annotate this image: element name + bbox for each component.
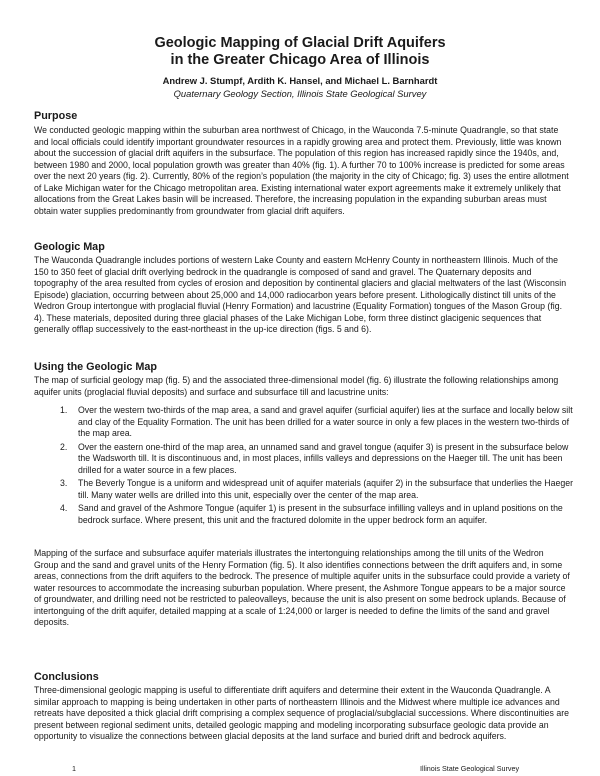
purpose-paragraph: We conducted geologic mapping within the suburban area northwest of Chicago, in the Wauconda 7.5-minute Quadrangle, so that state and local officials could identify important groundwater resources in a rapidly growing area and protect them. Previously, little was known about the succession of glacial drift aquifers in the subsurface. The population of this region has increased rapidly since the 1940s, and, between 1980 and 2000, local population growth was greater than 40% (fig. 1). A further 70 to 100% increase is predicted for some areas over the next 20 years (fig. 2). Currently, 80% of the region’s population (the majority in the city of Chicago; fig. 3) uses the entire allotment of Lake Michigan water for the Chicago metropolitan area. Existing international water export agreements make it extremely unlikely that allocations from the Great Lakes basin will be increased. Therefore, the increasing population in the expanding suburban areas must obtain water supplies predominantly from groundwater from glacial drift aquifers.	[34, 125, 569, 216]
list-item	[34, 503, 574, 526]
using-map-closing-paragraph: Mapping of the surface and subsurface aquifer materials illustrates the intertonguing relationships among the till units of the Wedron Group and the sand and gravel units of the Henry Formation (fig. 5). It also identifies connections between the drift aquifers and, in some areas, connections from the drift aquifers to the bedrock. The presence of multiple aquifer units in the subsurface could provide a variety of water resources to accommodate the increasing suburban population. Where present, the Ashmore Tongue appears to be a major source of groundwater, and drilling need not be restricted to paleovalleys, because the unit is also present on some bedrock uplands. Because of intertonguing of the drift aquifer, detailed mapping at a scale of 1:24,000 or larger is needed to define the limits of the sand and gravel deposits.	[34, 548, 570, 628]
list-item	[34, 442, 574, 477]
page-number: 1	[72, 764, 76, 773]
section-heading-conclusions: Conclusions	[34, 671, 99, 683]
list-item-text: Over the western two-thirds of the map area, a sand and gravel aquifer (surficial aquifer) lies at the surface and locally below silt and clay of the Equality Formation. The unit has been drilled for a water source in only a few places in the western two-thirds of the map area.	[78, 405, 573, 439]
list-item-text: The Beverly Tongue is a uniform and widespread unit of aquifer materials (aquifer 2) in the subsurface that underlies the Haeger till. Many water wells are drilled into this unit, especially over the center of the map area.	[78, 478, 573, 500]
paper-title-line-2: in the Greater Chicago Area of Illinois	[170, 52, 430, 68]
list-item	[34, 478, 574, 501]
paper-title-line-1: Geologic Mapping of Glacial Drift Aquifers	[154, 35, 446, 51]
section-heading-geologic-map: Geologic Map	[34, 241, 105, 253]
list-item	[34, 405, 574, 440]
list-item-number: 1.	[60, 405, 68, 415]
using-map-intro: The map of surficial geology map (fig. 5) and the associated three-dimensional model (fig. 6) illustrate the following relationships among aquifer units (proglacial fluvial deposits) and surface and subsurface till and lacustrine units:	[34, 375, 559, 397]
conclusions-paragraph: Three-dimensional geologic mapping is useful to differentiate drift aquifers and determine their extent in the Wauconda Quadrangle. A similar approach to mapping is being undertaken in other parts of northeastern Illinois and the Midwest where multiple ice advances and retreats have deposited a thick glacial drift comprising a complex sequence of proglacial/subglacial successions. Where discontinuities are present between regional sediment units, detailed geologic mapping and modeling incorporating subsurface geologic data provide an opportunity to visualize the connections between glacial deposits at the land surface and buried drift and bedrock aquifers.	[34, 685, 569, 742]
list-item-number: 2.	[60, 441, 68, 452]
affiliation: Quaternary Geology Section, Illinois State Geological Survey	[173, 88, 427, 99]
list-item-number: 3.	[60, 478, 68, 489]
list-item-text: Sand and gravel of the Ashmore Tongue (aquifer 1) is present in the subsurface infilling valleys and in upland positions on the bedrock surface. Where present, this unit and the fractured dolomite in the upper bedrock form an aquifer.	[78, 503, 563, 525]
author-list: Andrew J. Stumpf, Ardith K. Hansel, and Michael L. Barnhardt	[162, 75, 438, 86]
geologic-map-paragraph: The Wauconda Quadrangle includes portions of western Lake County and eastern McHenry County in northeastern Illinois. Much of the 150 to 350 feet of glacial drift overlying bedrock in the quadrangle is composed of sand and gravel. The Quaternary deposits and topography of the area resulted from cycles of erosion and deposition by continental glaciers and glacial meltwaters of the last (Wisconsin Episode) glaciation, occurring between about 25,000 and 14,000 radiocarbon years before present. Lithologically distinct till units of the Wedron Group intertongue with proglacial fluvial (Henry Formation) and lacustrine (Equality Formation) tongues of the Mason Group (fig. 4). These materials, deposited during three glacial phases of the Lake Michigan Lobe, form three distinct glacigenic sequences that generally offlap successively to the east-northeast in the up-ice direction (figs. 5 and 6).	[34, 255, 567, 335]
list-item-number: 4.	[60, 503, 68, 514]
section-heading-using-map: Using the Geologic Map	[34, 361, 157, 373]
list-item-text: Over the eastern one-third of the map area, an unnamed sand and gravel tongue (aquifer 3) is present in the subsurface below the Wadsworth till. It is discontinuous and, in most places, infills valleys and depressions on the Haeger till. The unit has been drilled for a water source in a few places.	[78, 441, 569, 475]
footer-publisher: Illinois State Geological Survey	[420, 764, 520, 773]
section-heading-purpose: Purpose	[34, 110, 78, 122]
aquifer-relationships-list	[34, 405, 574, 528]
